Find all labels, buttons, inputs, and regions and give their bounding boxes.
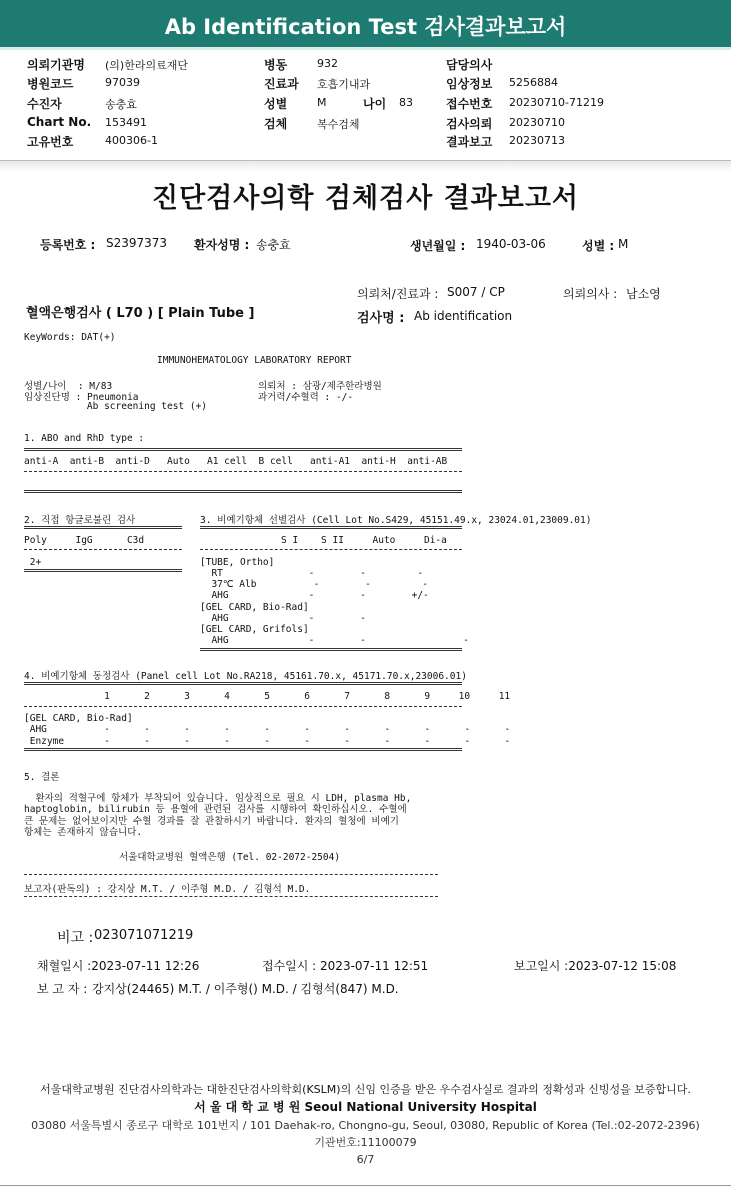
panel-line: AHG - - - - - - - - - - -: [24, 724, 511, 735]
info-value: 20230710-71219: [509, 96, 604, 109]
info-value: (의)한라의료재단: [105, 59, 188, 72]
rule: [200, 648, 462, 651]
reporter-value: 강지상(24465) M.T. / 이주형() M.D. / 김형석(847) M.D.: [92, 982, 399, 996]
conclusion-line: haptoglobin, bilirubin 등 용혈에 관련된 검사를 시행하여 확인하십시오. 수혈에: [24, 804, 407, 815]
section-separator: [0, 160, 731, 172]
receive-time: 접수일시 : 2023-07-11 12:51: [262, 959, 429, 973]
screen-title: 3. 비예기항체 선별검사 (Cell Lot No.S429, 45151.49.x, 23024.01,23009.01): [200, 515, 592, 526]
dept-label: 의뢰처/진료과 :: [357, 287, 439, 301]
panel-line: Enzyme - - - - - - - - - - -: [24, 736, 511, 747]
info-label: 성별: [264, 97, 288, 111]
rule: [24, 490, 462, 493]
rule: [24, 748, 462, 751]
conclusion-line: 환자의 적혈구에 항체가 부착되어 있습니다. 임상적으로 필요 시 LDH, plasma Hb,: [24, 793, 412, 804]
screen-line: AHG - - -: [200, 635, 469, 646]
conclusion-title: 5. 결론: [24, 772, 60, 783]
info-label: 검사의뢰: [446, 117, 493, 131]
abo-columns: anti-A anti-B anti-D Auto A1 cell B cell anti-A1 anti-H anti-AB: [24, 456, 448, 467]
section-title: 혈액은행검사 ( L70 ) [ Plain Tube ]: [26, 306, 255, 321]
sex-label: 성별 :: [582, 239, 615, 253]
info-value: 송충효: [105, 98, 137, 111]
dat-columns: Poly IgG C3d: [24, 535, 145, 546]
header-underline: [0, 47, 731, 50]
abo-title: 1. ABO and RhD type :: [24, 433, 145, 444]
report-time: 보고일시 :2023-07-12 15:08: [514, 959, 677, 973]
screen-line: [GEL CARD, Bio-Rad]: [200, 602, 309, 613]
patient-label: 환자성명 :: [194, 238, 250, 252]
note-label: 비고 :: [57, 930, 94, 946]
report-title: 진단검사의학 검체검사 결과보고서: [151, 183, 580, 214]
reg-value: S2397373: [106, 236, 168, 250]
info-label: 접수번호: [446, 97, 493, 111]
info-label: Chart No.: [27, 115, 92, 129]
info-value: 호흡기내과: [317, 78, 371, 91]
dat-value: 2+: [24, 557, 42, 568]
patient-value: 송충효: [256, 238, 291, 252]
dat-title: 2. 직접 항글로불린 검사: [24, 515, 136, 526]
panel-title: 4. 비예기항체 동정검사 (Panel cell Lot No.RA218, 45161.70.x, 45171.70.x,23006.01): [24, 671, 467, 682]
info-label: 진료과: [264, 77, 299, 91]
info-label: 검체: [264, 117, 288, 131]
reporter-label: 보 고 자 :: [37, 982, 88, 996]
screen-columns: S I S II Auto Di-a: [281, 535, 447, 546]
rule: [24, 549, 182, 550]
test-value: Ab identification: [414, 309, 513, 323]
info-value: 20230713: [509, 134, 565, 147]
info-label: 병동: [264, 58, 288, 72]
dob-value: 1940-03-06: [476, 237, 546, 251]
info-value: 153491: [105, 116, 147, 129]
hospital-address: 03080 서울특별시 종로구 대학로 101번지 / 101 Daehak-ro, Chongno-gu, Seoul, 03080, Republic of Korea (Tel.:02-2072-2396): [31, 1119, 700, 1132]
bloodbank-contact: 서울대학교병원 혈액은행 (Tel. 02-2072-2504): [119, 852, 341, 863]
sex-value: M: [618, 237, 629, 251]
screen-line: AHG - - +/-: [200, 590, 429, 601]
rule: [24, 706, 462, 707]
info-value: 83: [399, 96, 413, 109]
info-label: 임상정보: [446, 77, 493, 91]
hospital-name: 서 울 대 학 교 병 원 Seoul National University Hospital: [194, 1100, 537, 1114]
info-label: 고유번호: [27, 135, 74, 149]
note-value: 023071071219: [94, 928, 194, 943]
info-label: 결과보고: [446, 135, 493, 149]
info-label: 담당의사: [446, 58, 493, 72]
institution-number: 기관번호:11100079: [314, 1136, 417, 1149]
conclusion-line: 항체는 존재하지 않습니다.: [24, 827, 143, 838]
info-value: 932: [317, 57, 338, 70]
info-value: 20230710: [509, 116, 565, 129]
info-label: 나이: [363, 97, 387, 111]
rule: [24, 874, 438, 875]
cert-statement: 서울대학교병원 진단검사의학과는 대한진단검사의학회(KSLM)의 신임 인증을 받은 우수검사실로 결과의 정확성과 신빙성을 보증합니다.: [40, 1083, 691, 1096]
rule: [24, 569, 182, 572]
lab-line: 의뢰처 : 삼광/제주한라병원: [258, 381, 382, 392]
rule: [24, 448, 462, 451]
dob-label: 생년월일 :: [410, 239, 466, 253]
screen-line: [TUBE, Ortho]: [200, 557, 275, 568]
rule: [24, 471, 462, 472]
rule: [24, 682, 462, 685]
lab-line: 임상진단명 : Pneumonia: [24, 392, 139, 403]
rule: [200, 526, 462, 529]
doctor-label: 의뢰의사 :: [563, 287, 618, 301]
lab-heading: IMMUNOHEMATOLOGY LABORATORY REPORT: [157, 355, 352, 366]
dept-value: S007 / CP: [447, 285, 505, 299]
test-label: 검사명 :: [357, 311, 405, 326]
lab-line: 성별/나이 : M/83: [24, 381, 113, 392]
panel-columns: 1 2 3 4 5 6 7 8 9 10 11: [24, 691, 511, 702]
info-value: 97039: [105, 76, 140, 89]
info-value: 복수검체: [317, 118, 360, 131]
rule: [24, 896, 438, 897]
info-label: 수진자: [27, 97, 62, 111]
doctor-value: 남소영: [626, 287, 661, 301]
keywords: KeyWords: DAT(+): [24, 332, 116, 343]
screen-line: 37℃ Alb - - -: [200, 579, 429, 590]
bottom-rule: [0, 1185, 731, 1186]
lab-line: Ab screening test (+): [24, 401, 208, 412]
lab-line: 과거력/수혈력 : -/-: [258, 392, 354, 403]
info-value: 400306-1: [105, 134, 158, 147]
screen-line: RT - - -: [200, 568, 424, 579]
info-label: 의뢰기관명: [27, 58, 85, 72]
reg-label: 등록번호 :: [40, 238, 96, 252]
rule: [200, 549, 462, 550]
lab-reporter: 보고자(판독의) : 강지상 M.T. / 이주형 M.D. / 김형석 M.D.: [24, 884, 311, 895]
info-value: M: [317, 96, 327, 109]
screen-line: [GEL CARD, Grifols]: [200, 624, 309, 635]
conclusion-line: 큰 문제는 없어보이지만 수혈 경과를 잘 관찰하시기 바랍니다. 환자의 혈청에 비예기: [24, 816, 399, 827]
panel-line: [GEL CARD, Bio-Rad]: [24, 713, 133, 724]
screen-line: AHG - -: [200, 613, 366, 624]
info-label: 병원코드: [27, 77, 74, 91]
collect-time: 채혈일시 :2023-07-11 12:26: [37, 959, 200, 973]
info-value: 5256884: [509, 76, 558, 89]
report-header: Ab Identification Test 검사결과보고서: [0, 0, 731, 47]
page-number: 6/7: [356, 1153, 375, 1166]
rule: [24, 526, 182, 529]
